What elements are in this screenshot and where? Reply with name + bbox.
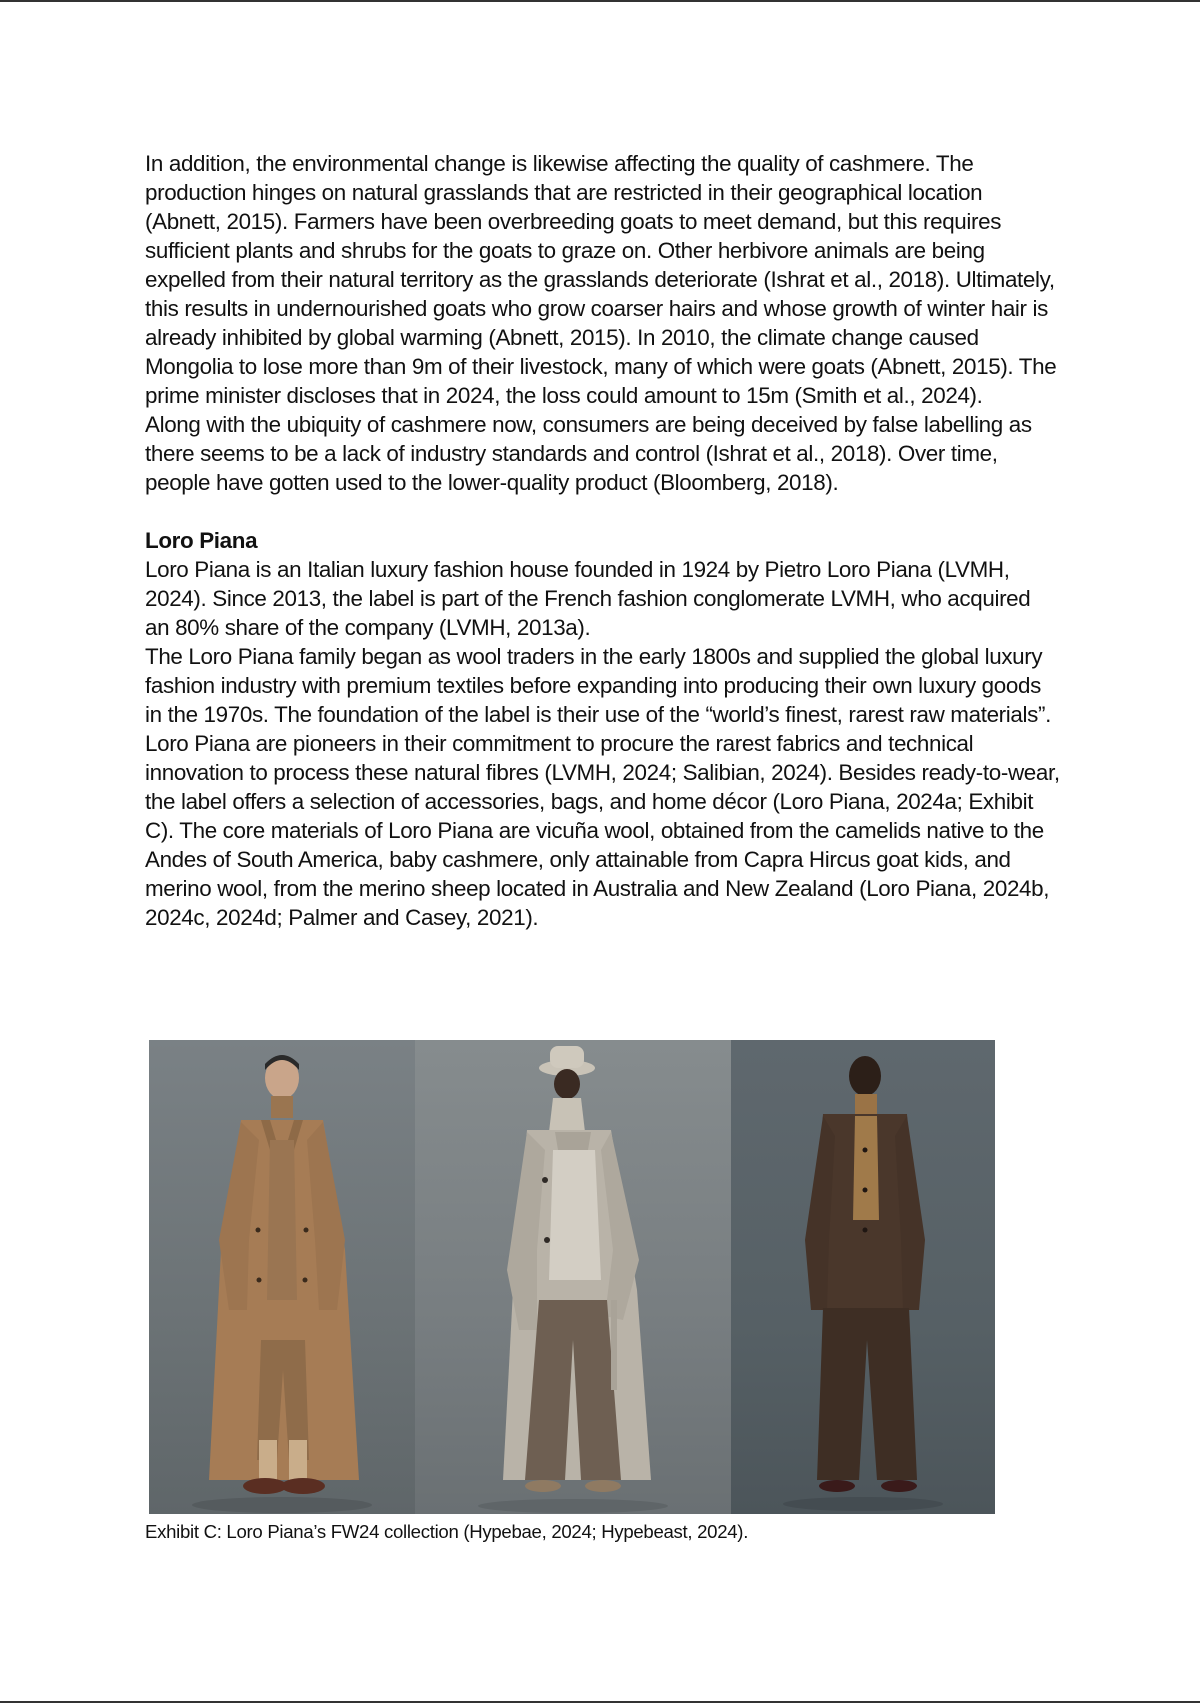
model-camel-coat-photo [149, 1040, 415, 1514]
model-brown-suit-photo [731, 1040, 995, 1514]
section-heading: Loro Piana [145, 528, 258, 553]
exhibit-c-image [149, 1040, 995, 1514]
paragraph-loro-piana-intro: Loro Piana is an Italian luxury fashion house founded in 1924 by Pietro Loro Piana (LVMH, 2024). Since 2013, the label is part of the French fashion conglomerate LVMH, who acquired an 80% share of the company (LVMH, 2013a). [145, 557, 1031, 640]
page-top-border [0, 0, 1200, 2]
figure-caption: Exhibit C: Loro Piana’s FW24 collection (Hypebae, 2024; Hypebeast, 2024). [145, 1521, 749, 1542]
paragraph-environmental-change: In addition, the environmental change is likewise affecting the quality of cashmere. The production hinges on natural grasslands that are restricted in their geographical location (Abnett, 2015). Farmers have been overbreeding goats to meet demand, but this requires sufficient plants and shrubs for the goats to graze on. Other herbivore animals are being expelled from their natural territory as the grasslands deteriorate (Ishrat et al., 2018). Ultimately, this results in undernourished goats who grow coarser hairs and whose growth of winter hair is already inhibited by global warming (Abnett, 2015). In 2010, the climate change caused Mongolia to lose more than 9m of their livestock, many of which were goats (Abnett, 2015). The prime minister discloses that in 2024, the loss could amount to 15m (Smith et al., 2024). [145, 151, 1057, 408]
paragraph-spacer [145, 497, 1060, 526]
paragraph-false-labelling: Along with the ubiquity of cashmere now, consumers are being deceived by false labelling as there seems to be a lack of industry standards and control (Ishrat et al., 2018). Over time, people have gotten used to the lower-quality product (Bloomberg, 2018). [145, 412, 1032, 495]
model-grey-coat-photo [415, 1040, 731, 1514]
model-grey-coat-illustration [415, 1040, 731, 1514]
model-camel-coat-illustration [149, 1040, 415, 1514]
model-brown-suit-illustration [731, 1040, 995, 1514]
paragraph-loro-piana-history: The Loro Piana family began as wool traders in the early 1800s and supplied the global luxury fashion industry with premium textiles before expanding into producing their own luxury goods in the 1970s. The foundation of the label is their use of the “world’s finest, rarest raw materials”. Loro Piana are pioneers in their commitment to procure the rarest fabrics and technical innovation to process these natural fibres (LVMH, 2024; Salibian, 2024). Besides ready-to-wear, the label offers a selection of accessories, bags, and home décor (Loro Piana, 2024a; Exhibit C). The core materials of Loro Piana are vicuña wool, obtained from the camelids native to the Andes of South America, baby cashmere, only attainable from Capra Hircus goat kids, and merino wool, from the merino sheep located in Australia and New Zealand (Loro Piana, 2024b, 2024c, 2024d; Palmer and Casey, 2021). [145, 644, 1060, 930]
document-body [145, 149, 1060, 932]
